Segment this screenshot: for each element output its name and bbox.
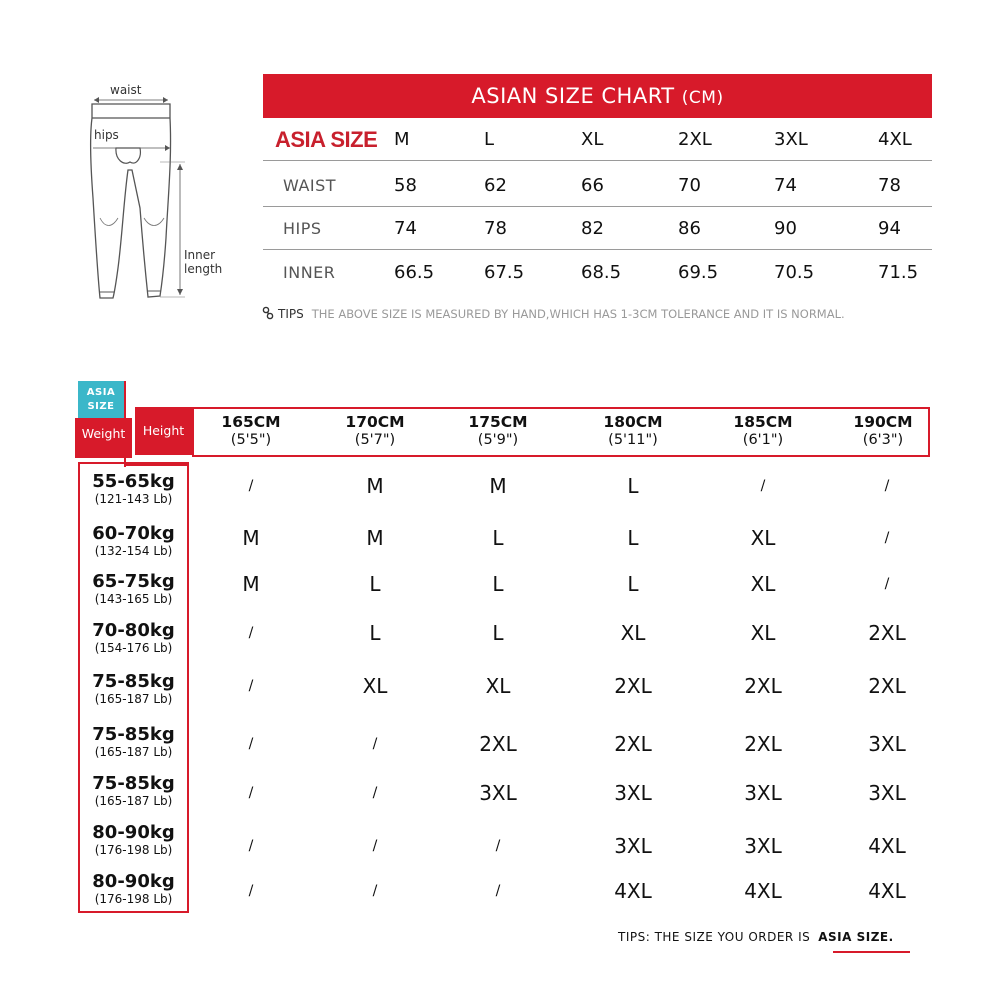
size-cell: / [495, 838, 501, 854]
height-col-170 [320, 413, 430, 449]
weight-row-label [80, 672, 187, 706]
hips-value: 78 [484, 218, 507, 239]
inner-value: 70.5 [774, 262, 815, 283]
top-row-inner [263, 251, 932, 294]
height-cm: 170CM [345, 413, 405, 431]
height-ft: (5'7") [354, 432, 396, 448]
inner-value: 69.5 [678, 262, 719, 283]
size-cell: XL [620, 621, 646, 645]
weight-lb: (143-165 Lb) [94, 592, 173, 606]
row-label-hips: HIPS [283, 219, 322, 238]
hips-value: 82 [581, 218, 604, 239]
asia-size-tag [78, 381, 124, 419]
size-cell: 2XL [744, 674, 782, 698]
weight-kg: 60-70kg [92, 523, 175, 544]
height-ft: (5'11") [608, 432, 658, 448]
hips-value: 74 [394, 218, 417, 239]
height-cm: 165CM [221, 413, 281, 431]
inner-value: 66.5 [394, 262, 435, 283]
row-label-waist: WAIST [283, 176, 337, 195]
height-ft: (5'5") [230, 432, 272, 448]
waist-value: 74 [774, 175, 797, 196]
hips-value: 90 [774, 218, 797, 239]
size-cell: 2XL [479, 732, 517, 756]
size-cell: 4XL [868, 834, 906, 858]
weight-kg: 55-65kg [92, 471, 175, 492]
size-cell: 2XL [868, 674, 906, 698]
size-cell: 4XL [614, 879, 652, 903]
weight-kg: 75-85kg [92, 671, 175, 692]
weight-lb: (121-143 Lb) [94, 492, 173, 506]
size-cell: 3XL [614, 781, 652, 805]
inner-label-line2: length [184, 262, 223, 276]
weight-lb: (165-187 Lb) [94, 745, 173, 759]
size-cell: / [248, 625, 254, 641]
height-cm: 175CM [468, 413, 528, 431]
size-cell: 3XL [479, 781, 517, 805]
height-col-175 [443, 413, 553, 449]
size-cell: M [242, 526, 260, 550]
inner-value: 71.5 [878, 262, 919, 283]
inner-value: 68.5 [581, 262, 622, 283]
size-header-2xl: 2XL [678, 129, 712, 150]
weight-row-label [80, 823, 187, 857]
weight-kg: 75-85kg [92, 773, 175, 794]
size-cell: M [366, 474, 384, 498]
inner-label-line1: Inner [184, 248, 216, 262]
size-cell: L [492, 572, 504, 596]
size-cell: 2XL [744, 732, 782, 756]
row-divider [263, 249, 932, 250]
weight-row-label [80, 774, 187, 808]
waist-value: 58 [394, 175, 417, 196]
size-cell: / [760, 478, 766, 494]
size-cell: / [248, 838, 254, 854]
weight-row-label [80, 872, 187, 906]
size-header-m: M [394, 129, 410, 150]
size-cell: L [369, 572, 381, 596]
hips-value: 94 [878, 218, 901, 239]
size-cell: / [372, 883, 378, 899]
weight-lb: (154-176 Lb) [94, 641, 173, 655]
size-cell: L [627, 572, 639, 596]
height-col-165 [196, 413, 306, 449]
size-cell: 4XL [744, 879, 782, 903]
weight-row-label [80, 621, 187, 655]
size-cell: / [248, 785, 254, 801]
size-header-4xl: 4XL [878, 129, 912, 150]
weight-lb: (165-187 Lb) [94, 794, 173, 808]
top-row-waist [263, 164, 932, 207]
weight-row-label [80, 472, 187, 506]
asia-tag-line1: ASIA [86, 387, 116, 398]
size-cell: L [492, 526, 504, 550]
size-cell: / [372, 838, 378, 854]
asia-size-underline [833, 951, 910, 953]
size-chart-unit: (CM) [681, 88, 724, 108]
size-cell: XL [750, 621, 776, 645]
weight-lb: (165-187 Lb) [94, 692, 173, 706]
waist-value: 66 [581, 175, 604, 196]
pants-diagram [60, 78, 250, 308]
size-cell: / [248, 736, 254, 752]
size-cell: XL [750, 572, 776, 596]
tips-text: THE ABOVE SIZE IS MEASURED BY HAND,WHICH HAS 1-3CM TOLERANCE AND IT IS NORMAL. [311, 307, 845, 321]
weight-lb: (176-198 Lb) [94, 892, 173, 906]
tips-word: TIPS [278, 307, 304, 321]
hips-label: hips [94, 128, 119, 142]
row-label-inner: INNER [283, 263, 336, 282]
row-divider [263, 160, 932, 161]
size-cell: / [884, 576, 890, 592]
size-cell: / [884, 478, 890, 494]
waist-label: waist [110, 83, 142, 97]
size-cell: 2XL [614, 674, 652, 698]
height-col-190 [828, 413, 938, 449]
weight-kg: 75-85kg [92, 724, 175, 745]
asia-size-header: ASIA SIZE [275, 127, 378, 152]
height-cm: 190CM [853, 413, 913, 431]
size-cell: 3XL [868, 732, 906, 756]
size-cell: 3XL [614, 834, 652, 858]
size-cell: L [369, 621, 381, 645]
size-cell: 4XL [868, 879, 906, 903]
height-col-185 [708, 413, 818, 449]
measurement-tips [262, 305, 845, 323]
size-cell: / [495, 883, 501, 899]
waist-value: 62 [484, 175, 507, 196]
size-cell: M [366, 526, 384, 550]
order-tips [618, 930, 894, 944]
size-cell: / [884, 530, 890, 546]
weight-lb: (176-198 Lb) [94, 843, 173, 857]
weight-tag: Weight [75, 418, 132, 458]
size-header-3xl: 3XL [774, 129, 808, 150]
size-cell: L [627, 526, 639, 550]
inner-value: 67.5 [484, 262, 525, 283]
size-cell: / [248, 478, 254, 494]
size-cell: / [248, 678, 254, 694]
tips-icon [262, 306, 274, 320]
waist-value: 70 [678, 175, 701, 196]
weight-lb: (132-154 Lb) [94, 544, 173, 558]
size-cell: / [372, 736, 378, 752]
size-cell: / [372, 785, 378, 801]
weight-kg: 80-90kg [92, 822, 175, 843]
waist-value: 78 [878, 175, 901, 196]
height-col-180 [578, 413, 688, 449]
size-header-l: L [484, 129, 495, 150]
weight-kg: 70-80kg [92, 620, 175, 641]
size-cell: L [492, 621, 504, 645]
size-cell: 2XL [868, 621, 906, 645]
size-cell: 2XL [614, 732, 652, 756]
order-tips-text: TIPS: THE SIZE YOU ORDER IS [618, 930, 811, 944]
weight-kg: 65-75kg [92, 571, 175, 592]
size-cell: M [489, 474, 507, 498]
order-tips-asia-size: ASIA SIZE. [818, 930, 894, 944]
weight-row-label [80, 725, 187, 759]
size-header-xl: XL [581, 129, 604, 150]
size-cell: M [242, 572, 260, 596]
size-cell: 3XL [868, 781, 906, 805]
weight-row-label [80, 572, 187, 606]
height-ft: (5'9") [477, 432, 519, 448]
height-cm: 180CM [603, 413, 663, 431]
height-tag: Height [135, 407, 192, 455]
size-cell: 3XL [744, 834, 782, 858]
size-cell: 3XL [744, 781, 782, 805]
size-cell: XL [362, 674, 388, 698]
height-ft: (6'1") [742, 432, 784, 448]
weight-kg: 80-90kg [92, 871, 175, 892]
size-cell: / [248, 883, 254, 899]
weight-row-label [80, 524, 187, 558]
size-chart-title-banner [263, 74, 932, 118]
top-header-row [263, 118, 932, 161]
size-cell: XL [750, 526, 776, 550]
size-chart-title: ASIAN SIZE CHART [471, 84, 675, 108]
size-cell: XL [485, 674, 511, 698]
top-row-hips [263, 207, 932, 250]
height-ft: (6'3") [862, 432, 904, 448]
hips-value: 86 [678, 218, 701, 239]
height-cm: 185CM [733, 413, 793, 431]
size-cell: L [627, 474, 639, 498]
asia-tag-line2: SIZE [87, 401, 115, 412]
